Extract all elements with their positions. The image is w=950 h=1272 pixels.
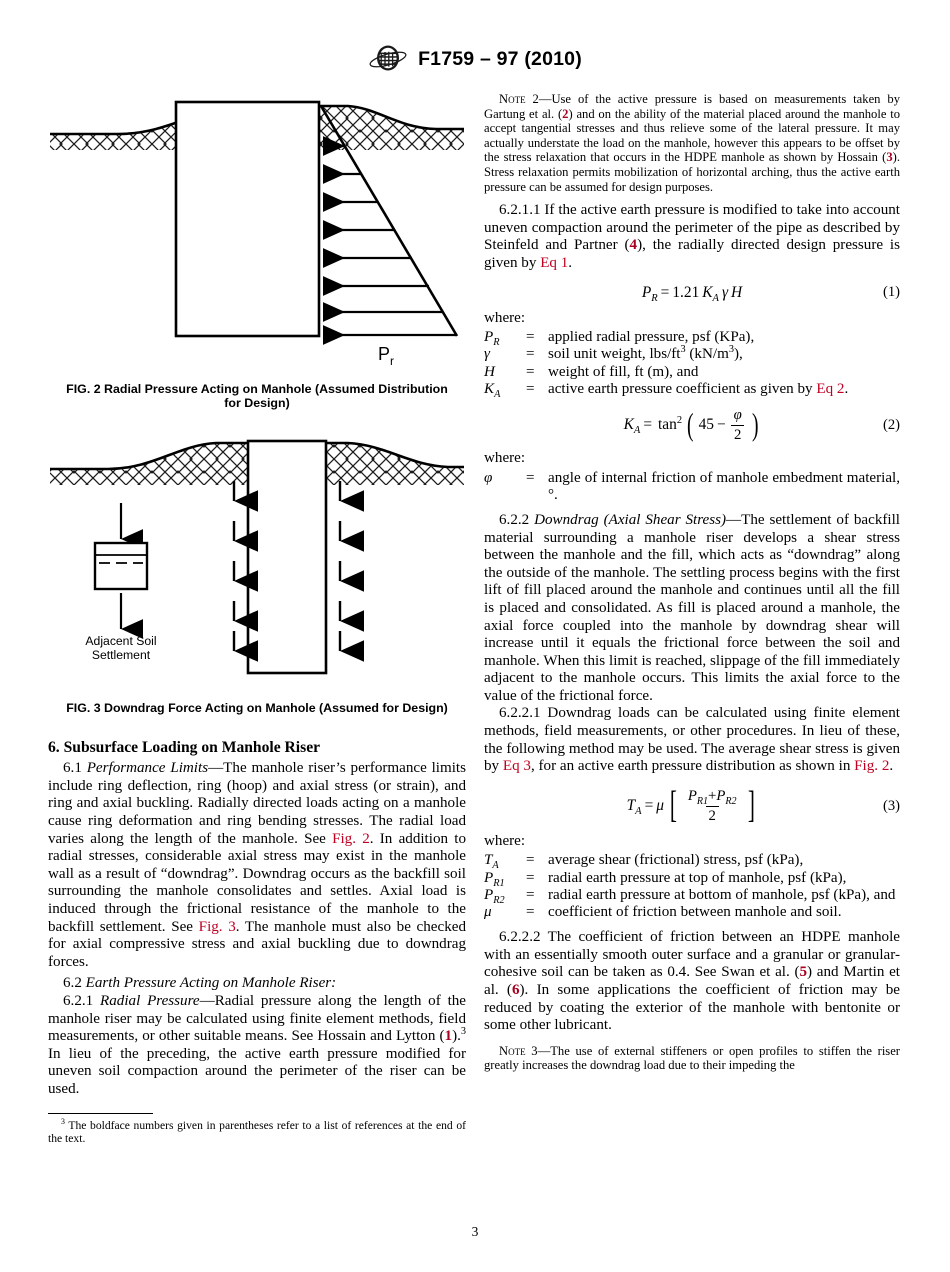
paragraph-6-2-1-1: [484, 202, 900, 272]
eq2-paren-open: (: [687, 407, 694, 443]
eq3-fraction: [685, 788, 740, 825]
definition-row: [484, 870, 900, 887]
note-2-text-b: ) and on the ability of the material placed around the manhole to accept tangential stresses and thus relieve some of the lateral pressure. It may actually understate the load on the manhole, however this appears to be offset by the stress relaxation that occurs in the HDPE manhole as shown by Hossain (: [484, 106, 901, 165]
reference-1[interactable]: 1: [444, 1028, 453, 1045]
page-header: [0, 44, 950, 74]
definition-equals: =: [526, 852, 535, 869]
left-column: [48, 92, 466, 1146]
eq3-equals: =: [644, 797, 654, 815]
definition-text: radial earth pressure at bottom of manhole, psf (kPa), and: [548, 886, 896, 903]
equation-2-body: [624, 407, 761, 444]
note-2: [484, 92, 900, 194]
figure-3-drawing: [48, 433, 466, 689]
definition-row: [484, 904, 900, 921]
eq2-fraction-denominator: 2: [731, 425, 744, 444]
cross-ref-fig2-a[interactable]: Fig. 2: [332, 830, 370, 847]
footnote-text: The boldface numbers given in parentheses refer to a list of references at the end of the text.: [48, 1118, 466, 1146]
cross-ref-fig2-b[interactable]: Fig. 2: [854, 758, 890, 775]
definition-row: [484, 329, 900, 346]
definition-row: [484, 381, 900, 398]
clause-text-6-2-2-2-a: The coefficient of friction between an HDPE manhole with an essentially smooth outer surface and a granular or granular-cohesive soil can be taken as 0.4. See Swan et al. (: [484, 929, 900, 981]
cross-ref-eq3[interactable]: Eq 3: [502, 758, 531, 775]
figure-2: [48, 92, 466, 411]
where-label-2: where:: [484, 449, 526, 466]
eq2-paren-close: ): [751, 407, 759, 443]
cross-ref-eq2[interactable]: Eq 2: [816, 380, 845, 397]
footnote-3: [48, 1116, 466, 1146]
clause-number-6-2: 6.2: [63, 975, 82, 992]
eq2-lhs: $K_A$: [623, 416, 641, 437]
definition-text: coefficient of friction between manhole and soil.: [548, 904, 842, 921]
eq2-fraction-numerator: φ: [733, 406, 742, 423]
definition-equals: =: [526, 363, 535, 380]
note-3: [484, 1044, 900, 1073]
clause-text-6-2-2-1-a: Downdrag loads can be calculated using finite element methods, field measurements, or other procedures. In lieu of these, the following method may be used. The average shear stress is given by: [484, 705, 900, 775]
definition-text: weight of fill, ft (m), and: [548, 363, 699, 380]
clause-text-6-2-2: —The settlement of backfill material surrounding a manhole riser develops a shear stress between the manhole and the fill, which acts as “downdrag” along the outside of the manhole. The settling process begins with the first lift of fill placed around the manhole and continues until all the fill is placed and consolidated. As fill is placed around a manhole, the axial force coupled into the manhole by downdrag shear will increase until it equals the frictional force between the soil and manhole. When this limit is reached, slippage of the fill immediately adjacent to the manhole occurs. This limits the axial force to the value of the frictional force.: [484, 511, 900, 704]
eq1-coefficient: 1.21: [672, 283, 700, 301]
eq1-gamma: γ: [721, 283, 729, 301]
eq2-equals: =: [643, 416, 653, 434]
reference-6[interactable]: 6: [511, 982, 520, 999]
definition-row: [484, 364, 900, 381]
clause-text-6-2-2-1-c: .: [889, 758, 894, 775]
eq1-ka: $K_A$: [702, 283, 719, 304]
note-3-number: 3—: [525, 1043, 551, 1058]
where-label-1: where:: [484, 309, 526, 326]
clause-number-6-2-2-1: 6.2.2.1: [499, 705, 541, 722]
definition-text: angle of internal friction of manhole embedment material, °.: [548, 469, 900, 503]
note-2-text-c: ). Stress relaxation permits mobilization of horizontal arching, thus the active earth pressure can be assumed for design purposes.: [484, 150, 900, 194]
equation-1-body: [642, 284, 742, 302]
equation-1: [484, 282, 900, 304]
document-designation: F1759 – 97 (2010): [418, 47, 582, 70]
definition-equals: =: [526, 886, 535, 903]
footnote-rule: [48, 1113, 153, 1114]
equation-3-number: (3): [882, 797, 900, 814]
clause-title-6-2-2: Downdrag (Axial Shear Stress): [534, 511, 726, 528]
reference-4[interactable]: 4: [629, 237, 638, 254]
definition-row: [484, 470, 900, 504]
astm-logo: [368, 44, 408, 74]
right-column: [484, 92, 900, 1073]
eq3-lhs: $T_A$: [626, 797, 642, 818]
clause-text-6-2-2-1-b: , for an active earth pressure distribution as shown in: [530, 758, 855, 775]
definition-equals: =: [526, 904, 535, 921]
footnote-number: 3: [61, 1116, 65, 1126]
figure-2-drawing: [48, 92, 466, 370]
equation-2-number: (2): [882, 416, 900, 433]
definition-symbol: $K_A$: [484, 380, 501, 400]
definition-equals: =: [526, 329, 535, 346]
clause-text-6-2-1-1-b: ), the radially directed design pressure is given by: [484, 237, 900, 271]
eq3-fraction-numerator: $P_{R1}+P_{R2}$: [687, 787, 737, 807]
clause-text-6-2-1-b: ).: [452, 1028, 461, 1045]
eq2-minus: −: [716, 416, 726, 434]
definition-text: active earth pressure coefficient as given by Eq 2.: [548, 380, 849, 397]
settlement-label-line1: Adjacent Soil: [85, 633, 157, 648]
definition-equals: =: [526, 346, 535, 363]
figure-3: [48, 433, 466, 715]
definition-text: applied radial pressure, psf (KPa),: [548, 329, 755, 346]
figure-2-caption: FIG. 2 Radial Pressure Acting on Manhole (Assumed Distribution for Design): [66, 382, 448, 411]
definition-text: radial earth pressure at top of manhole, psf (kPa),: [548, 869, 847, 886]
settlement-label-line2: Settlement: [91, 647, 151, 662]
definition-list-2: [484, 470, 900, 504]
paragraph-6-2-2-1: [484, 705, 900, 775]
section-heading-6: 6. Subsurface Loading on Manhole Riser: [48, 739, 321, 757]
figure-3-caption: FIG. 3 Downdrag Force Acting on Manhole (Assumed for Design): [66, 700, 448, 715]
clause-number-6-2-1: 6.2.1: [63, 992, 94, 1009]
clause-number-6-2-1-1: 6.2.1.1: [499, 202, 541, 219]
eq2-function: $\tan^2$: [658, 415, 683, 434]
definition-equals: =: [526, 869, 535, 886]
clause-text-6-1-c: . The manhole must also be checked for axial compressive stress and axial buckling due to downdrag forces.: [48, 918, 466, 970]
equation-3-body: [626, 784, 758, 827]
definition-text: average shear (frictional) stress, psf (kPa),: [548, 852, 804, 869]
definition-symbol: $P_{R1}$: [484, 869, 505, 889]
definition-row: [484, 887, 900, 904]
equation-2: [484, 407, 900, 444]
eq1-h: H: [731, 283, 743, 301]
definition-equals: =: [526, 380, 535, 397]
note-3-lead: Note: [499, 1043, 526, 1058]
note-3-text: The use of external stiffeners or open profiles to stiffen the riser greatly increases the downdrag load due to their impeding the: [484, 1043, 900, 1073]
clause-text-6-1-a: —The manhole riser’s performance limits include ring deflection, ring (hoop) and axial stress (or strain), and ring and axial buckling. Radially directed loads acting on a manhole cause ring deformation and ring bending stresses. The radial load varies along the length of the manhole. See: [48, 760, 466, 847]
clause-text-6-2-1-a: —Radial pressure along the length of the manhole riser may be calculated using finite element methods, field measurements, or other suitable means. See Hossain and Lytton (: [48, 992, 467, 1045]
definition-symbol: $P_R$: [484, 329, 500, 349]
eq3-mu: μ: [656, 797, 664, 815]
definition-list-3: [484, 852, 900, 921]
note-2-text-a: Use of the active pressure is based on measurements taken by Gartung et al. (: [484, 92, 900, 121]
paragraph-6-1: [48, 760, 466, 971]
definition-list-1: [484, 329, 900, 398]
eq1-lhs: $P_R$: [641, 283, 658, 304]
eq3-bracket-close: ]: [747, 784, 755, 827]
pressure-label-subscript: r: [390, 354, 394, 368]
clause-title-6-1: Performance Limits: [86, 760, 209, 777]
paragraph-6-2-1: [48, 993, 466, 1099]
equation-1-number: (1): [882, 284, 900, 301]
clause-text-6-2-2-2-c: ). In some applications the coefficient of friction may be reduced by coating the exterior of the manhole with bentonite or some other lubricant.: [484, 982, 900, 1034]
pressure-label: P: [378, 344, 391, 364]
definition-symbol: γ: [484, 346, 490, 363]
cross-ref-fig3-a[interactable]: Fig. 3: [198, 918, 236, 935]
definition-text: soil unit weight, lbs/$ft^3$ $(kN/m^3)$,: [548, 344, 743, 363]
definition-symbol: φ: [484, 469, 493, 486]
equation-3: [484, 784, 900, 827]
paragraph-6-2-2: [484, 512, 900, 706]
eq1-equals: =: [660, 283, 670, 301]
where-label-3: where:: [484, 832, 526, 849]
definition-row: [484, 346, 900, 363]
definition-symbol: $P_{R2}$: [484, 886, 505, 906]
eq2-inner-constant: 45: [698, 416, 714, 434]
clause-text-6-2-2-2-b: ) and Martin et al. (: [484, 964, 900, 999]
reference-5[interactable]: 5: [799, 964, 808, 981]
clause-number-6-2-2-2: 6.2.2.2: [499, 929, 541, 946]
clause-text-6-2-1-1-a: If the active earth pressure is modified to take into account uneven compaction around the perimeter of the pipe as described by Steinfeld and Partner (: [484, 202, 900, 254]
eq3-fraction-denominator: 2: [706, 806, 719, 825]
footnote-marker-3-inline[interactable]: 3: [460, 1026, 466, 1038]
clause-text-6-1-b: . In addition to radial stresses, considerable axial stress may exist in the manhole wall as a result of “downdrag”. Downdrag occurs as the backfill soil surrounding the manhole consolidates and settles. Axial load is induced through the frictional resistance of the manhole to the backfill settlement. See: [48, 830, 467, 935]
note-2-number: 2—: [525, 92, 552, 106]
definition-symbol: $T_A$: [484, 852, 499, 872]
reference-2[interactable]: 2: [562, 106, 569, 121]
clause-number-6-1: 6.1: [63, 760, 82, 777]
clause-number-6-2-2: 6.2.2: [499, 511, 530, 528]
clause-title-6-2-1: Radial Pressure: [100, 992, 200, 1009]
eq3-bracket-open: [: [669, 784, 677, 827]
paragraph-6-2: [48, 975, 466, 993]
cross-ref-eq1[interactable]: Eq 1: [540, 254, 569, 271]
reference-3[interactable]: 3: [886, 150, 893, 165]
paragraph-6-2-2-2: [484, 929, 900, 1035]
eq2-fraction: [731, 407, 745, 444]
note-2-lead: Note: [499, 92, 526, 106]
definition-symbol: H: [484, 363, 495, 380]
definition-equals: =: [526, 469, 535, 486]
clause-text-6-2-1-c: In lieu of the preceding, the active earth pressure modified for uneven soil compaction around the perimeter of the riser can be used.: [48, 1045, 466, 1097]
page-number: 3: [471, 1224, 479, 1239]
clause-title-6-2: Earth Pressure Acting on Manhole Riser:: [85, 975, 337, 992]
definition-row: [484, 852, 900, 869]
definition-symbol: μ: [484, 904, 492, 921]
clause-text-6-2-1-1-c: .: [568, 254, 573, 271]
